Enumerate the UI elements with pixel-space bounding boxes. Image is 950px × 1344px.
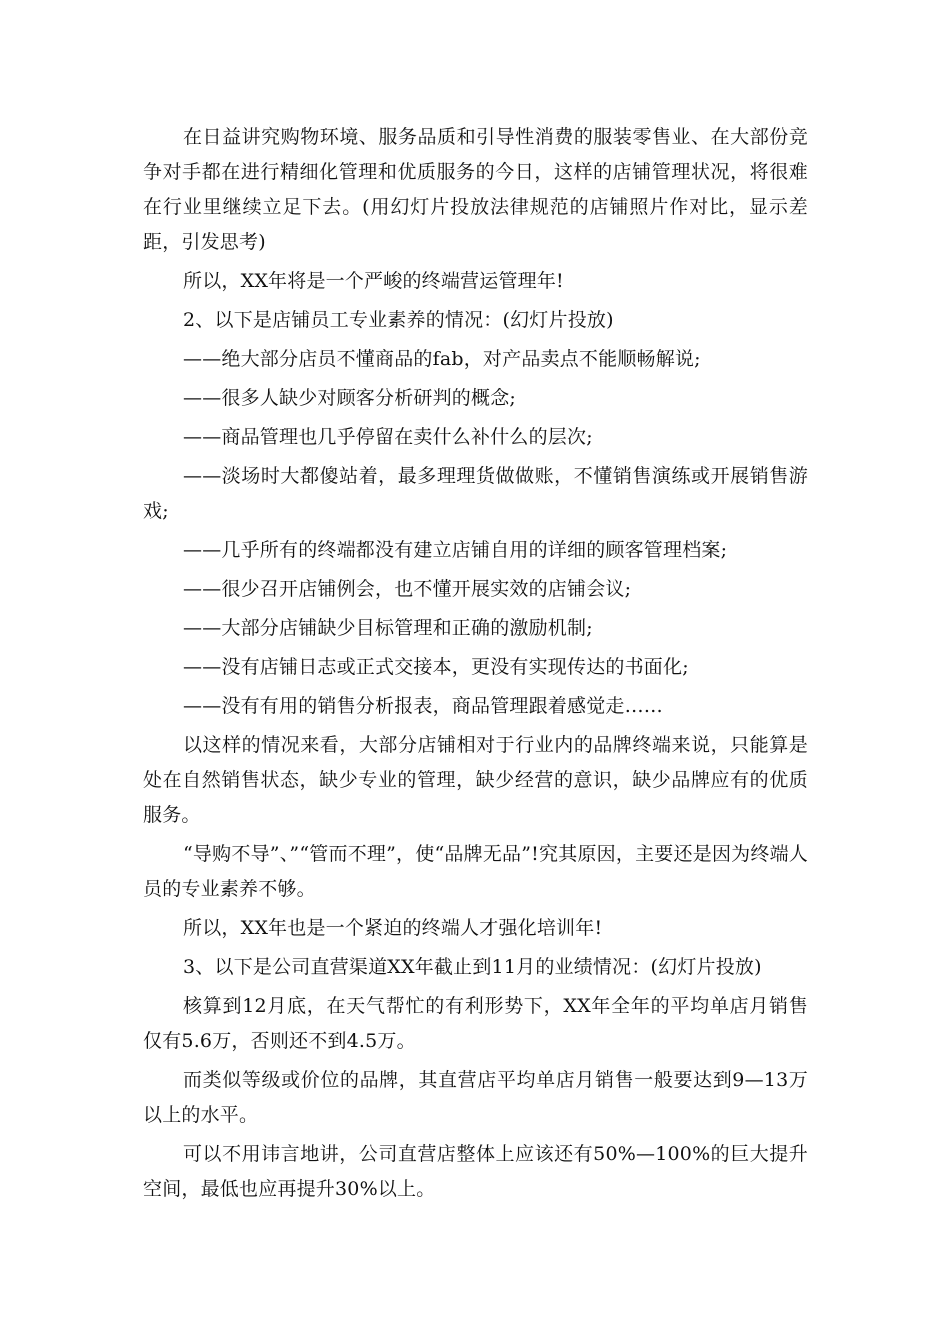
paragraph: 以这样的情况来看，大部分店铺相对于行业内的品牌终端来说，只能算是处在自然销售状态，缺少专业的管理，缺少经营的意识，缺少品牌应有的优质服务。 bbox=[143, 734, 808, 826]
section-heading: 2、以下是店铺员工专业素养的情况：(幻灯片投放) bbox=[183, 309, 614, 331]
paragraph: 可以不用讳言地讲，公司直营店整体上应该还有50%—100%的巨大提升空间，最低也应再提升30%以上。 bbox=[143, 1143, 808, 1200]
list-item: ——很多人缺少对顾客分析研判的概念; bbox=[183, 387, 517, 409]
paragraph: 所以，XX年将是一个严峻的终端营运管理年! bbox=[183, 270, 564, 292]
list-item: ——商品管理也几乎停留在卖什么补什么的层次; bbox=[183, 426, 593, 448]
paragraph: 在日益讲究购物环境、服务品质和引导性消费的服装零售业、在大部份竞争对手都在进行精细化管理和优质服务的今日，这样的店铺管理状况，将很难在行业里继续立足下去。(用幻灯片投放法律规范的店铺照片作对比，显示差距，引发思考) bbox=[143, 126, 808, 253]
list-item: ——几乎所有的终端都没有建立店铺自用的详细的顾客管理档案; bbox=[183, 539, 728, 561]
paragraph: “导购不导”、”“管而不理”，使“品牌无品”!究其原因，主要还是因为终端人员的专业素养不够。 bbox=[143, 843, 808, 900]
list-item: ——没有店铺日志或正式交接本，更没有实现传达的书面化; bbox=[183, 656, 689, 678]
list-item: ——很少召开店铺例会，也不懂开展实效的店铺会议; bbox=[183, 578, 632, 600]
list-item: ——绝大部分店员不懂商品的fab，对产品卖点不能顺畅解说; bbox=[183, 348, 701, 370]
list-item: ——淡场时大都傻站着，最多理理货做做账，不懂销售演练或开展销售游戏; bbox=[143, 465, 808, 522]
paragraph: 而类似等级或价位的品牌，其直营店平均单店月销售一般要达到9—13万以上的水平。 bbox=[143, 1069, 808, 1126]
paragraph: 核算到12月底，在天气帮忙的有利形势下，XX年全年的平均单店月销售仅有5.6万，否则还不到4.5万。 bbox=[143, 995, 808, 1052]
paragraph: 所以，XX年也是一个紧迫的终端人才强化培训年! bbox=[183, 917, 603, 939]
list-item: ——大部分店铺缺少目标管理和正确的激励机制; bbox=[183, 617, 593, 639]
document-body bbox=[143, 120, 808, 1211]
list-item: ——没有有用的销售分析报表，商品管理跟着感觉走…… bbox=[183, 695, 664, 717]
section-heading: 3、以下是公司直营渠道XX年截止到11月的业绩情况：(幻灯片投放) bbox=[183, 956, 762, 978]
